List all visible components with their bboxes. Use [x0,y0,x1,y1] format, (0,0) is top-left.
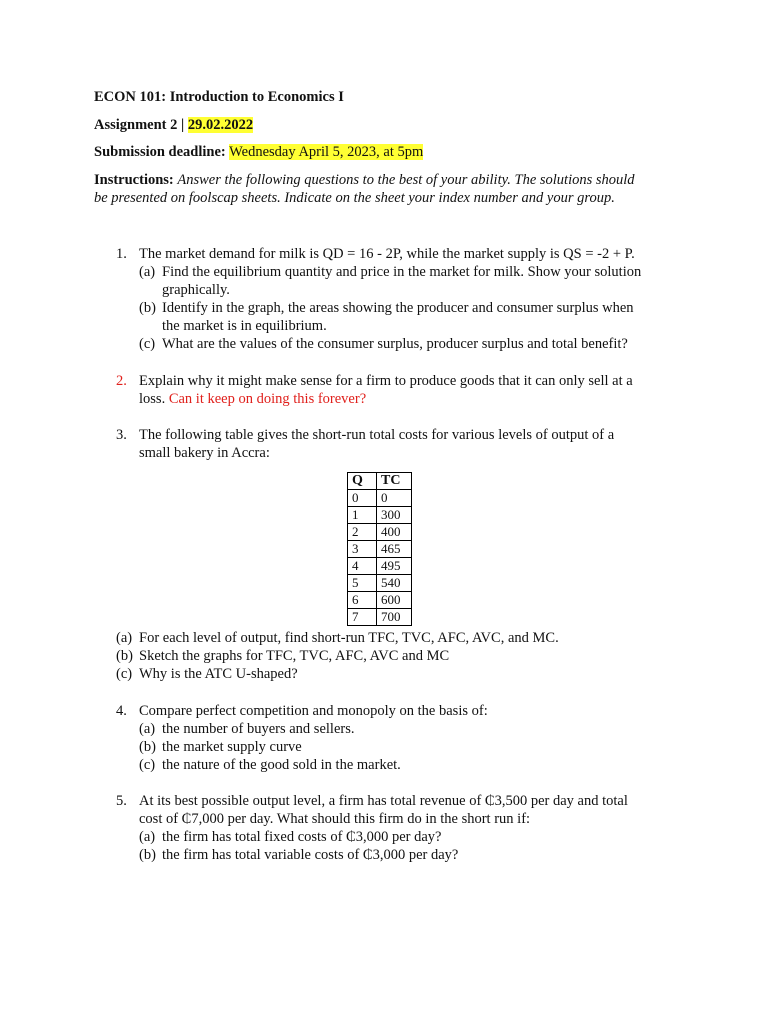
q3-number: 3. [116,427,127,443]
table-row [348,609,412,626]
cell-q: 5 [348,575,377,592]
q5-number: 5. [116,793,127,809]
q2-text-1: Explain why it might make sense for a firm to produce goods that it can only sell at a [139,373,633,389]
q3b-label: (b) [116,648,133,664]
cell-q: 4 [348,558,377,575]
cell-tc: 465 [377,541,412,558]
q4c-label: (c) [139,757,156,773]
q5-text-1: At its best possible output level, a firm has total revenue of ₵3,500 per day and total [139,793,628,809]
cell-q: 2 [348,524,377,541]
deadline-value: Wednesday April 5, 2023, at 5pm [229,144,424,160]
table-row [348,541,412,558]
q1b-text-2: the market is in equilibrium. [162,318,327,334]
table-row [348,524,412,541]
q3c-label: (c) [116,666,133,682]
q4a-text: the number of buyers and sellers. [162,721,355,737]
cell-q: 0 [348,490,377,507]
q1-number: 1. [116,246,127,262]
q4-text: Compare perfect competition and monopoly on the basis of: [139,703,488,719]
q5-text-2: cost of ₵7,000 per day. What should this firm do in the short run if: [139,811,531,827]
cell-q: 7 [348,609,377,626]
cell-q: 3 [348,541,377,558]
instructions-line-2: be presented on foolscap sheets. Indicate on the sheet your index number and your group. [94,190,615,206]
q2-highlight-question: Can it keep on doing this forever? [168,391,367,407]
q4-number: 4. [116,703,127,719]
q1-text: The market demand for milk is QD = 16 - 2P, while the market supply is QS = -2 + P. [139,246,635,262]
cell-tc: 495 [377,558,412,575]
cell-q: 6 [348,592,377,609]
q1b-text-1: Identify in the graph, the areas showing the producer and consumer surplus when [162,300,634,316]
q4b-text: the market supply curve [162,739,302,755]
q3c-text: Why is the ATC U-shaped? [139,666,298,682]
table-row [348,490,412,507]
assignment-date: 29.02.2022 [187,117,254,133]
table-row [348,575,412,592]
q4b-label: (b) [139,739,156,755]
q2-number: 2. [116,373,127,389]
q3-text-2: small bakery in Accra: [139,445,270,461]
q3-text-1: The following table gives the short-run total costs for various levels of output of a [139,427,615,443]
assignment-line: Assignment 2 | 29.02.2022 [94,117,254,133]
header-q: Q [348,473,377,490]
table-row [348,558,412,575]
q3b-text: Sketch the graphs for TFC, TVC, AFC, AVC and MC [139,648,450,664]
header-tc: TC [377,473,412,490]
q1b-label: (b) [139,300,156,316]
table-row [348,592,412,609]
q1a-text-1: Find the equilibrium quantity and price in the market for milk. Show your solution [162,264,642,280]
q4a-label: (a) [139,721,156,737]
q1a-text-2: graphically. [162,282,230,298]
cell-tc: 400 [377,524,412,541]
cost-table [347,472,412,626]
q5a-text: the firm has total fixed costs of ₵3,000 per day? [162,829,442,845]
cell-q: 1 [348,507,377,524]
q5a-label: (a) [139,829,156,845]
table-header-row [348,473,412,490]
q1c-text: What are the values of the consumer surplus, producer surplus and total benefit? [162,336,628,352]
q2-text-2: loss. Can it keep on doing this forever? [139,391,367,407]
q4c-text: the nature of the good sold in the market. [162,757,401,773]
instructions-line-1: Instructions: Answer the following questions to the best of your ability. The solutions should [94,172,635,188]
cell-tc: 600 [377,592,412,609]
cell-tc: 700 [377,609,412,626]
q1c-label: (c) [139,336,156,352]
cell-tc: 0 [377,490,412,507]
q1a-label: (a) [139,264,156,280]
cell-tc: 300 [377,507,412,524]
q3a-text: For each level of output, find short-run TFC, TVC, AFC, AVC, and MC. [139,630,559,646]
deadline-line: Submission deadline: Wednesday April 5, 2023, at 5pm [94,144,424,160]
cell-tc: 540 [377,575,412,592]
course-title: ECON 101: Introduction to Economics I [94,89,344,105]
q5b-label: (b) [139,847,156,863]
q5b-text: the firm has total variable costs of ₵3,000 per day? [162,847,459,863]
table-row [348,507,412,524]
q3a-label: (a) [116,630,133,646]
